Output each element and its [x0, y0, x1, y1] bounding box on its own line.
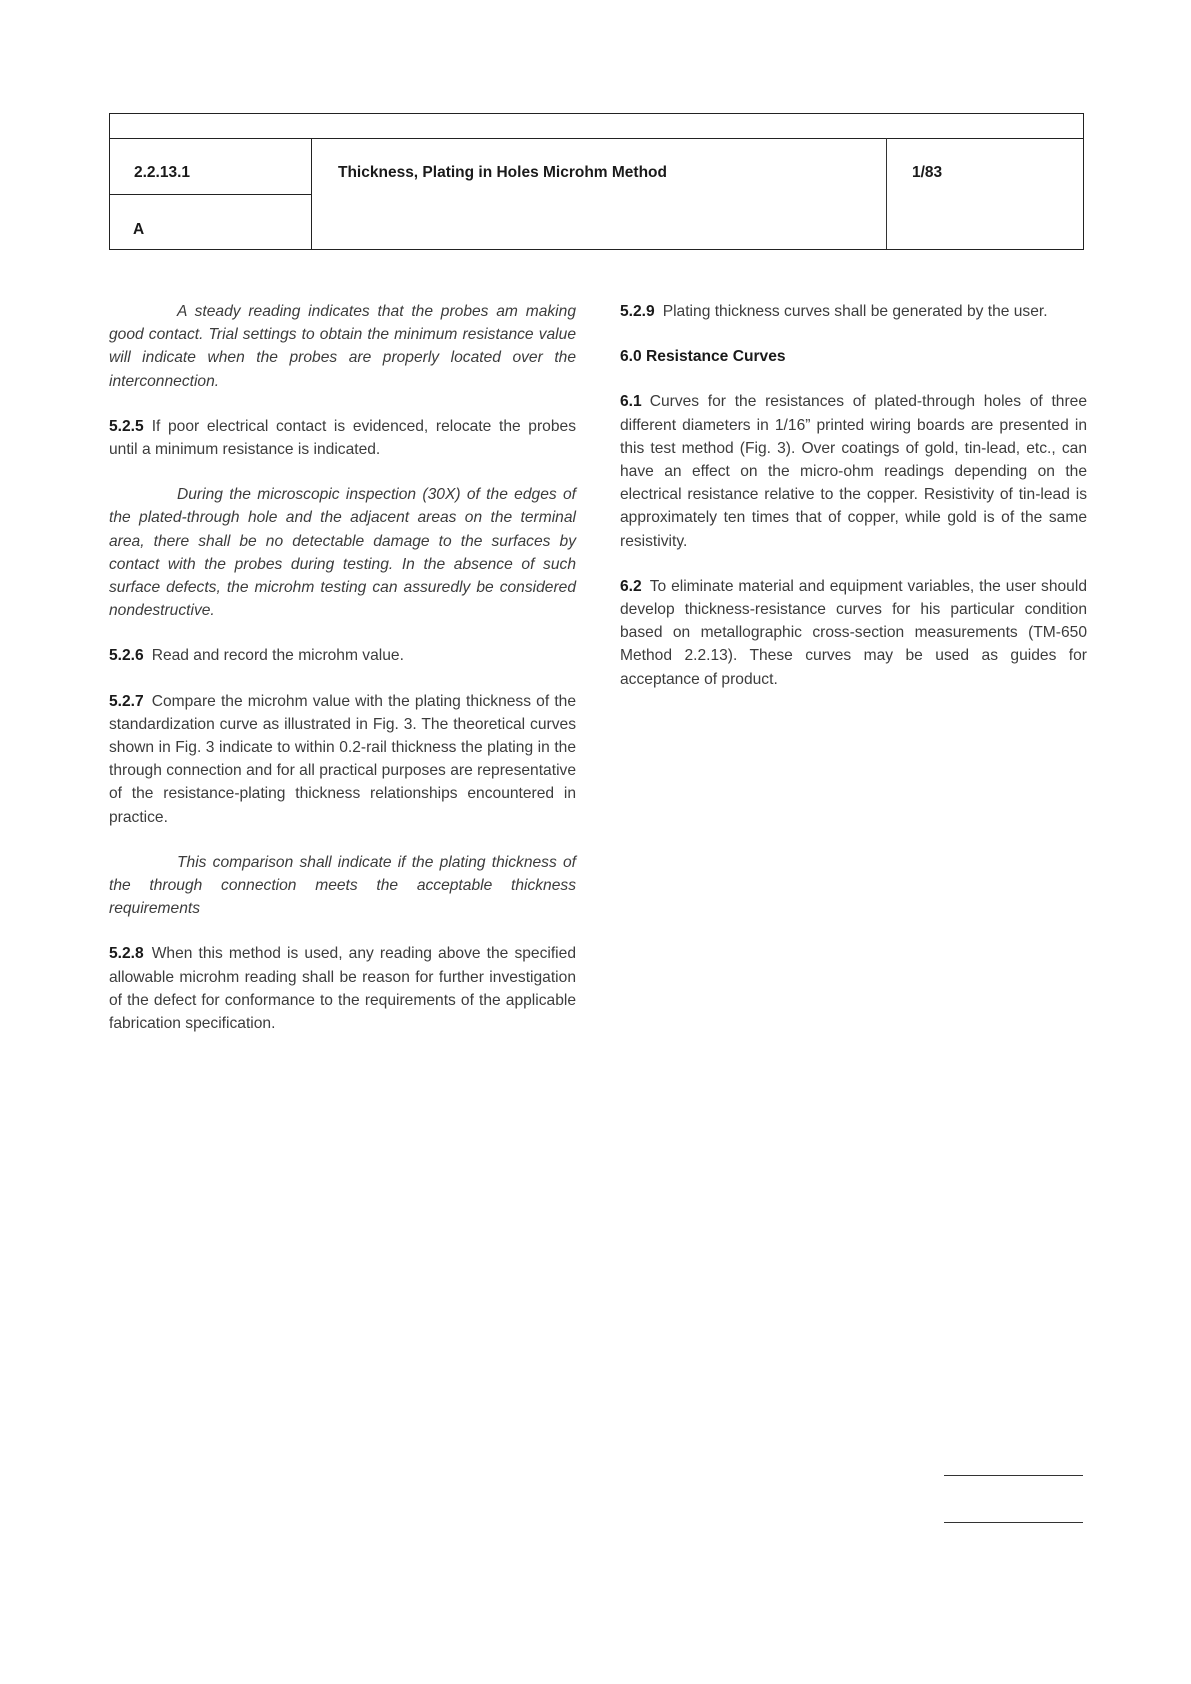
- document-title: Thickness, Plating in Holes Microhm Method: [338, 164, 667, 181]
- section-text: Read and record the microhm value.: [151, 647, 404, 665]
- section-6-1: [620, 390, 1087, 552]
- method-number: 2.2.13.1: [134, 164, 191, 181]
- section-text: To eliminate material and equipment variables, the user should develop thickness-resistance curves for his particular condition based on metallographic cross-section measurements (TM-650 Method 2.2.13). These curves may be used as guides for acceptance of product.: [620, 577, 1087, 688]
- header-table: [109, 113, 1084, 250]
- section-number: 5.2.9: [620, 303, 655, 320]
- section-number: 5.2.7: [109, 692, 144, 710]
- section-number: 6.2: [620, 577, 642, 595]
- signature-line-1: [944, 1475, 1083, 1476]
- header-cell-divider: [110, 194, 311, 195]
- section-number: 6.1: [620, 393, 642, 411]
- section-5-2-8: [109, 942, 576, 1035]
- section-text: Plating thickness curves shall be generated by the user.: [662, 303, 1048, 320]
- section-number: 5.2.5: [109, 417, 144, 435]
- document-date: 1/83: [912, 164, 943, 181]
- section-5-2-7: [109, 690, 576, 829]
- paragraph-microscopic-inspection: During the microscopic inspection (30X) of the edges of the plated-through hole and the adjacent areas on the terminal area, there shall be no detectable damage to the surfaces by contact with the probes during testing. In the absence of such surface defects, the microhm testing can assuredly be considered nondestructive.: [109, 486, 576, 620]
- section-6-2: [620, 575, 1087, 691]
- paragraph-steady-reading: A steady reading indicates that the probes am making good contact. Trial settings to obtain the minimum resistance value will indicate when the probes are properly located over the interconnection.: [109, 303, 576, 390]
- section-text: Curves for the resistances of plated-through holes of three different diameters in 1/16” printed wiring boards are presented in this test method (Fig. 3). Over coatings of gold, tin-lead, etc., can have an effect on the micro-ohm readings depending on the electrical resistance relative to the copper. Resistivity of tin-lead is approximately ten times that of copper, while gold is of the same resistivity.: [620, 393, 1087, 550]
- section-5-2-9: [620, 300, 1087, 323]
- section-text: If poor electrical contact is evidenced, relocate the probes until a minimum resistance is indicated.: [109, 417, 576, 459]
- paragraph-comparison: This comparison shall indicate if the plating thickness of the through connection meets the acceptable thickness requirements: [109, 853, 576, 918]
- right-column: [620, 300, 1087, 713]
- signature-line-2: [944, 1522, 1083, 1523]
- section-text: Compare the microhm value with the plating thickness of the standardization curve as illustrated in Fig. 3. The theoretical curves shown in Fig. 3 indicate to within 0.2-rail thickness the plating in the through connection and for all practical purposes are representative of the resistance-plating thickness relationships encountered in practice.: [109, 692, 576, 826]
- section-number: 5.2.6: [109, 647, 144, 665]
- revision: A: [133, 221, 145, 238]
- header-right-divider: [886, 138, 888, 249]
- section-number: 5.2.8: [109, 945, 144, 963]
- header-top-row: [110, 114, 1083, 139]
- left-column: [109, 300, 576, 1057]
- section-heading-resistance-curves: 6.0 Resistance Curves: [620, 348, 786, 366]
- section-text: When this method is used, any reading above the specified allowable microhm reading shall be reason for further investigation of the defect for conformance to the requirements of the applicable fabrication specification.: [109, 945, 576, 1033]
- section-5-2-6: [109, 644, 576, 667]
- section-5-2-5: [109, 415, 576, 461]
